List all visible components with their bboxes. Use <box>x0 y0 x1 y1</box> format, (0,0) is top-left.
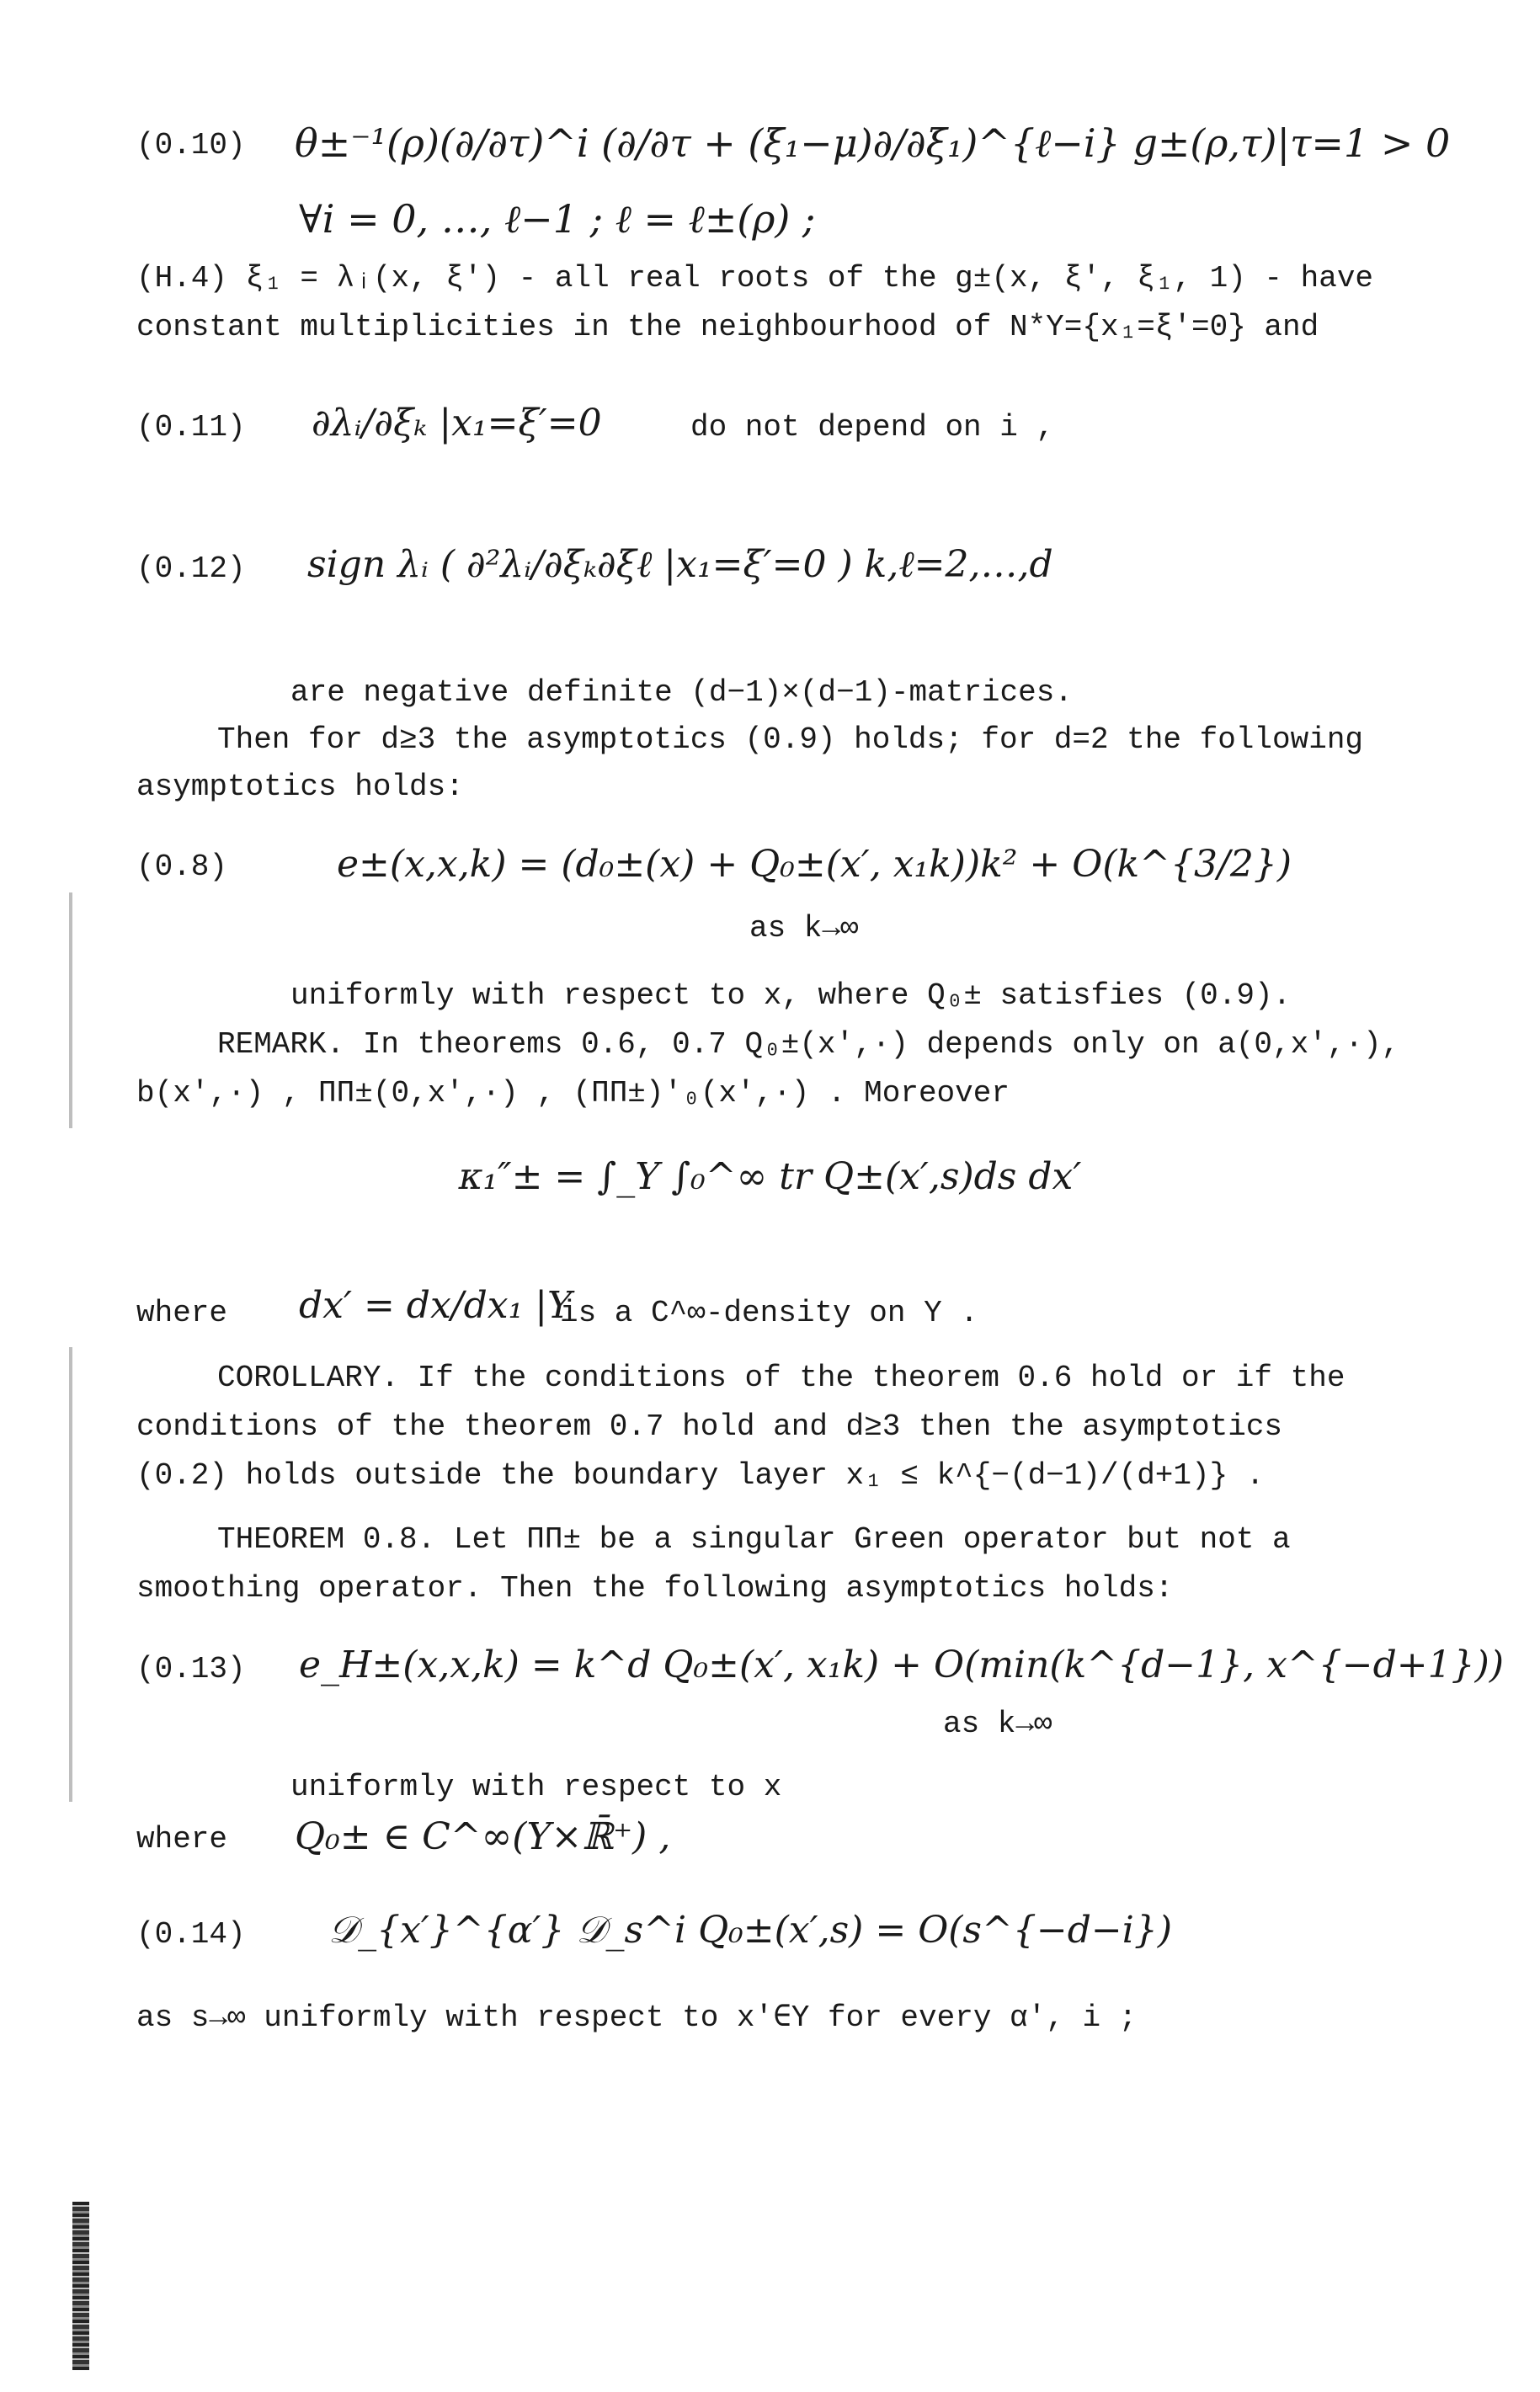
h4-line: (H.4) ξ₁ = λᵢ(x, ξ′) - all real roots of the g±(x, ξ′, ξ₁, 1) - have <box>136 261 1374 296</box>
equation-body: e_H±(x,x,k) = k^d Q₀±(x′, x₁k) + O(min(k^{d−1}, x^{−d+1})) <box>299 1644 1504 1686</box>
then-line: Then for d≥3 the asymptotics (0.9) holds; for d=2 the following <box>217 722 1364 757</box>
text-line <box>217 721 1480 759</box>
where-label: where <box>136 1296 228 1330</box>
equation-body: κ₁″± = ∫_Y ∫₀^∞ tr Q±(x′,s)ds dx′ <box>458 1155 1082 1198</box>
equation-0-14 <box>0 1882 1540 1974</box>
remark-line-2: b(x′,·) , ΠΠ±(0,x′,·) , (ΠΠ±)′₀(x′,·) . Moreover <box>136 1076 1010 1111</box>
density-text: is a C^∞-density on Y . <box>560 1296 978 1330</box>
negdef-line: are negative definite (d−1)×(d−1)-matrices. <box>290 675 1073 710</box>
asym-line: asymptotics holds: <box>136 770 464 804</box>
remark-line: REMARK. In theorems 0.6, 0.7 Q₀±(x′,·) depends only on a(0,x′,·), <box>217 1027 1400 1062</box>
where-label: where <box>136 1822 228 1857</box>
equation-body: sign λᵢ ( ∂²λᵢ/∂ξₖ∂ξℓ |x₁=ξ′=0 ) k,ℓ=2,…,d <box>307 543 1053 586</box>
text-line <box>136 1999 1441 2037</box>
text-line <box>136 1408 1441 1446</box>
h4-line-2: constant multiplicities in the neighbourhood of N*Y={x₁=ξ′=0} and <box>136 310 1319 344</box>
corollary-line-3: (0.2) holds outside the boundary layer x₁ ≤ k^{−(d−1)/(d+1)} . <box>136 1458 1265 1493</box>
text-line <box>136 1457 1441 1494</box>
equation-body: 𝒟_{x′}^{α′} 𝒟_s^i Q₀±(x′,s) = O(s^{−d−i}) <box>328 1909 1173 1952</box>
text-line <box>217 1521 1522 1558</box>
theorem-line-1: THEOREM 0.8. Let ΠΠ± be a singular Green operator but not a <box>217 1522 1291 1557</box>
margin-mark <box>69 892 72 1128</box>
equation-label: (0.10) <box>136 128 246 162</box>
corollary-line-2: conditions of the theorem 0.7 hold and d≥3 then the asymptotics <box>136 1409 1283 1444</box>
corollary-line-1: COROLLARY. If the conditions of the theorem 0.6 hold or if the <box>217 1361 1346 1395</box>
theorem-line-2: smoothing operator. Then the following asymptotics holds: <box>136 1571 1174 1606</box>
margin-mark <box>69 1347 72 1802</box>
scan-edge-mark <box>72 2202 89 2370</box>
text-line <box>217 1359 1522 1397</box>
dx-equation: dx′ = dx/dx₁ |Y <box>299 1284 573 1327</box>
equation-0-13 <box>0 1617 1540 1709</box>
text-line <box>290 674 1469 711</box>
q0-equation: Q₀± ∈ C^∞(Y×ℝ̄⁺) , <box>295 1815 671 1858</box>
as-k-infinity: as k→∞ <box>943 1707 1052 1741</box>
text-line <box>290 977 1469 1015</box>
equation-0-11 <box>0 375 1540 484</box>
text-line <box>136 308 1441 346</box>
text-line <box>136 768 1399 806</box>
equation-body: ∂λᵢ/∂ξₖ |x₁=ξ′=0 <box>312 402 602 445</box>
equation-body: θ±⁻¹(ρ)(∂/∂τ)^i (∂/∂τ + (ξ₁−μ)∂/∂ξ₁)^{ℓ−i} g±(ρ,τ)|τ=1 > 0 <box>295 120 1451 166</box>
text-line <box>136 259 1441 297</box>
equation-label: (0.8) <box>136 850 228 884</box>
text-line <box>217 1026 1522 1063</box>
equation-0-12 <box>0 509 1540 636</box>
equation-label: (0.12) <box>136 551 246 586</box>
equation-label: (0.13) <box>136 1652 246 1686</box>
equation-label: (0.14) <box>136 1917 246 1952</box>
text-line <box>943 1705 1364 1743</box>
condition-text: ∀i = 0, …, ℓ−1 ; ℓ = ℓ±(ρ) ; <box>299 196 816 242</box>
equation-body: e±(x,x,k) = (d₀±(x) + Q₀±(x′, x₁k))k² + O(k^{3/2}) <box>337 843 1292 886</box>
uniformly-line-2: uniformly with respect to x <box>290 1770 782 1804</box>
equation-0-8 <box>0 821 1540 914</box>
text-line <box>290 1768 1385 1806</box>
uniformly-line: uniformly with respect to x, where Q₀± satisfies (0.9). <box>290 978 1292 1013</box>
where-dx-line <box>0 1267 1540 1351</box>
where-q0-line <box>0 1810 1540 1878</box>
final-line: as s→∞ uniformly with respect to x′∈Y for every α′, i ; <box>136 2000 1138 2035</box>
text-line <box>749 909 1255 947</box>
equation-tail: do not depend on i , <box>690 410 1055 445</box>
equation-label: (0.11) <box>136 410 246 445</box>
equation-condition <box>299 195 1478 244</box>
text-line <box>136 1074 1441 1112</box>
text-line <box>136 1569 1441 1607</box>
as-k-infinity: as k→∞ <box>749 911 859 946</box>
equation-kappa <box>0 1153 1540 1255</box>
